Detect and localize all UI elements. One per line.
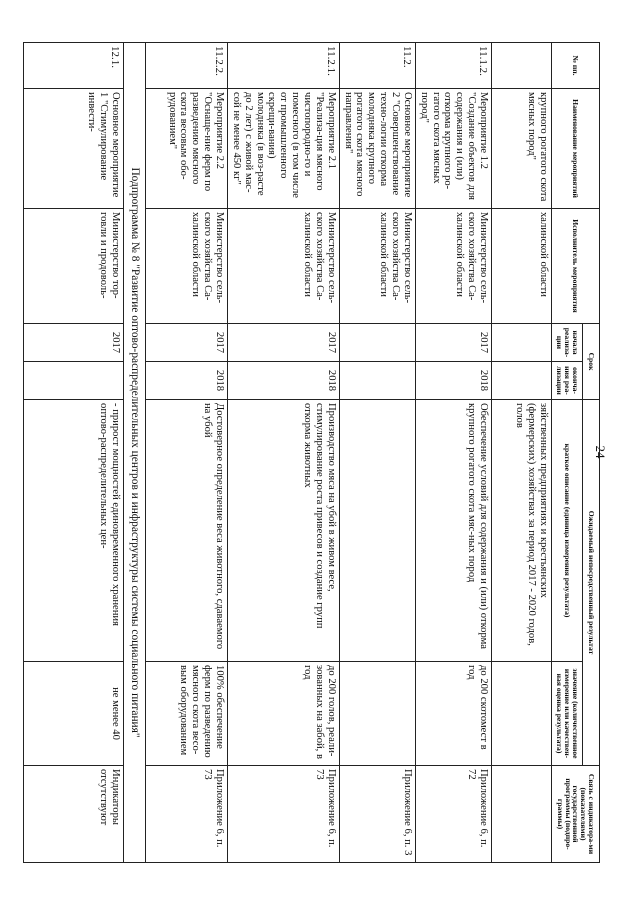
result-description [339, 400, 415, 662]
measure-start: 2017 [23, 324, 123, 362]
header-executor: Исполнитель мероприятия [552, 209, 600, 324]
result-description: Производство мяса на убой в живом весе, стимулирование роста привесов и создание групп откорма животных [227, 400, 339, 662]
measure-end [23, 362, 123, 400]
measure-start: 2017 [415, 324, 491, 362]
result-description: - прирост мощностей единовременного хранения оптово-распределительных цен- [23, 400, 123, 662]
measure-start [339, 324, 415, 362]
table-row [339, 43, 415, 863]
header-name: Наименование мероприятий [552, 89, 600, 209]
measure-start: 2017 [145, 324, 227, 362]
result-value: 100% обеспечение ферм по разведению мясного скота весо-вым оборудованием [145, 662, 227, 766]
measure-end: 2018 [227, 362, 339, 400]
result-description: Достоверное определение веса животного, сдаваемого на убой [145, 400, 227, 662]
measure-name: Основное мероприятие 1 "Стимулирование инвести- [23, 89, 123, 209]
measure-end: 2018 [415, 362, 491, 400]
indicator-link: Индикаторы отсутствуют [23, 766, 123, 863]
table-row [23, 43, 123, 863]
result-description: зяйственных предприятиях и крестьянских (фермерских) хозяйствах за период 2017 - 2020 годов, голов [492, 400, 552, 662]
header-term-start: начала реализа-ции [552, 324, 583, 362]
result-value [492, 662, 552, 766]
measures-table [23, 42, 600, 863]
measure-name: Мероприятие 2.2 "Оснаще-ние ферм по разведению мясного скота весовым обо-рудованием" [145, 89, 227, 209]
result-value: до 200 скотомест в год [415, 662, 491, 766]
table-row [492, 43, 552, 863]
header-term-end: оконча-ния реа-лизации [552, 362, 583, 400]
subprogram-row [123, 43, 145, 863]
result-value: не менее 40 [23, 662, 123, 766]
header-link: Связь с индикатора-ми (показателями) государственной программы (подпро-граммы) [552, 766, 600, 863]
row-number [492, 43, 552, 89]
measure-executor: Министерство сель-ского хозяйства Са-халинской области [227, 209, 339, 324]
header-result: Ожидаемый непосредственный результат [583, 400, 600, 766]
row-number: 11.2.1. [227, 43, 339, 89]
header-no: № пп. [552, 43, 600, 89]
row-number: 11.1.2. [415, 43, 491, 89]
measure-end: 2018 [145, 362, 227, 400]
header-term: Срок [583, 324, 600, 400]
indicator-link: Приложение 6, п. 73 [227, 766, 339, 863]
measure-start [492, 324, 552, 362]
measure-executor: Министерство тор-говли и продоволь- [23, 209, 123, 324]
result-value [339, 662, 415, 766]
row-number: 12.1. [23, 43, 123, 89]
indicator-link: Приложение 6, п. 3 [339, 766, 415, 863]
measure-end [339, 362, 415, 400]
measure-name: Основное мероприятие 2 "Совершенствование техно-логии откорма молодняка крупного рогатого скота мясного направления" [339, 89, 415, 209]
row-number: 11.2. [339, 43, 415, 89]
header-result-desc: краткое описание (единица измерения результата) [552, 400, 583, 662]
indicator-link [492, 766, 552, 863]
table-row [415, 43, 491, 863]
indicator-link: Приложение 6, п. 73 [145, 766, 227, 863]
result-value: до 200 голов, реали-зованных на забой, в год [227, 662, 339, 766]
measure-executor: Министерство сель-ского хозяйства Са-халинской области [415, 209, 491, 324]
row-number: 11.2.2. [145, 43, 227, 89]
indicator-link: Приложение 6, п. 72 [415, 766, 491, 863]
measure-name: Мероприятие 1.2 "Создание объектов для содержания и (или) откорма крупного ро-гатого скота мясных пород" [415, 89, 491, 209]
header-result-value: значение (количественное измерение или качествен-ная оценка результата) [552, 662, 583, 766]
table-row [145, 43, 227, 863]
measure-name: крупного рогатого скота мясных пород" [492, 89, 552, 209]
measure-start: 2017 [227, 324, 339, 362]
measure-end [492, 362, 552, 400]
measure-executor: Министерство сель-ского хозяйства Са-халинской области [339, 209, 415, 324]
measure-name: Мероприятие 2.1 "Реализа-ция мясного чистопородно-го и помесного (в том числе от промышленного скрещи-вания) молодняка (в воз-расте до 2 лет) с живой мас-сой не менее 450 кг" [227, 89, 339, 209]
measure-executor: Министерство сель-ского хозяйства Са-халинской области [145, 209, 227, 324]
measure-executor: халинской области [492, 209, 552, 324]
subprogram-title: Подпрограмма № 8 "Развитие оптово-распределительных центров и инфраструктуры системы социального питания" [123, 43, 145, 863]
result-description: Обеспечение условий для содержания и (или) откорма крупного рогатого скота мяс-ных пород [415, 400, 491, 662]
page-number: 24 [593, 445, 608, 459]
rotated-page [40, 42, 600, 862]
table-row [227, 43, 339, 863]
header-row [583, 43, 600, 863]
